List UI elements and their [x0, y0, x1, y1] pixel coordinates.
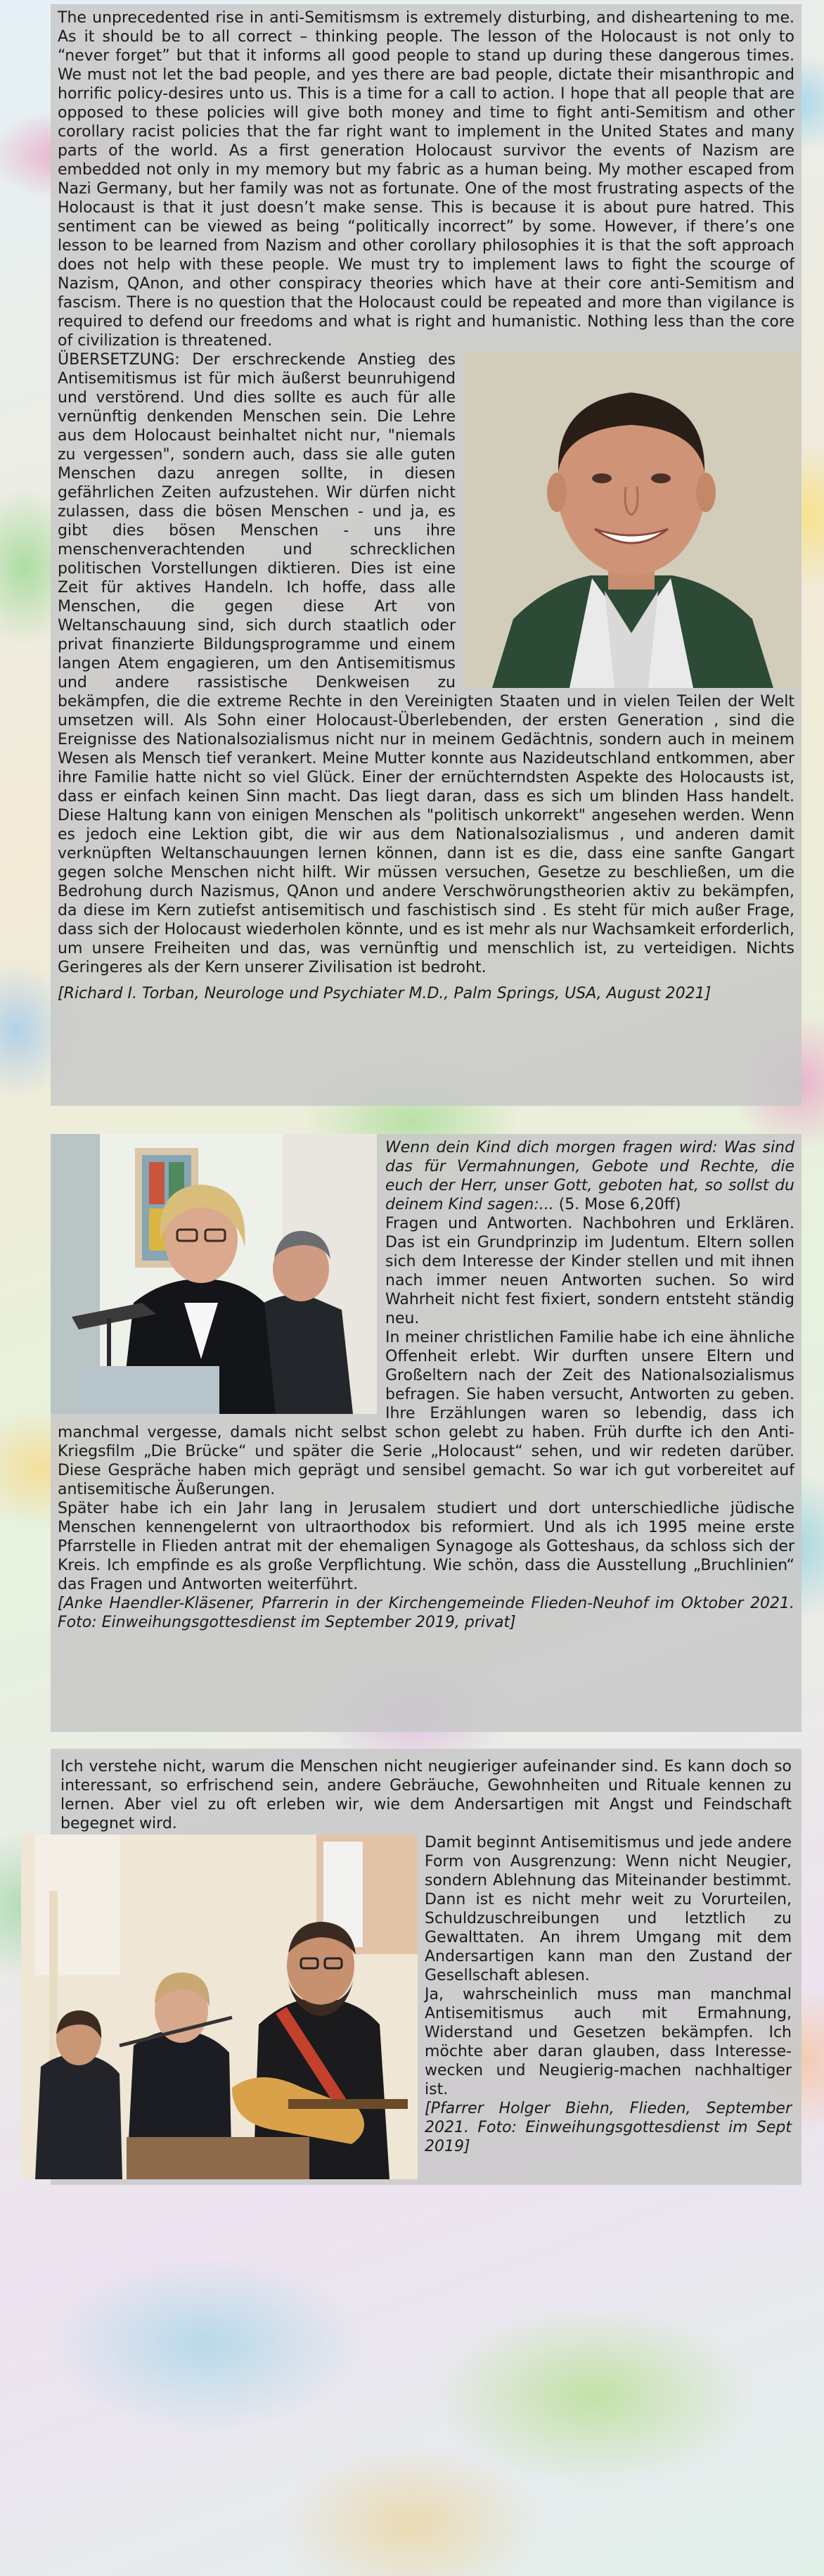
biehn-paragraph-3: Ja, wahrscheinlich muss man manchmal Antisemitismus auch mit Ermahnung, Widerstand und Gesetzen bekämpfen. Ich möchte aber daran glauben, dass Interesse-wecken und Neugierig-machen nachhaltiger ist.	[425, 1986, 792, 2098]
torban-signature: [Richard I. Torban, Neurologe und Psychiater M.D., Palm Springs, USA, August 2021]	[58, 985, 712, 1002]
english-statement: The unprecedented rise in anti-Semitismsm is extremely disturbing, and disheartening to me. As it should be to all correct – thinking people. The lesson of the Holocaust is not only to “never forget” but that it informs all good people to stand up during these dangerous times. We must not let the bad people, and yes there are bad people, dictate their misanthropic and horrific policy-desires unto us. This is a time for a call to action. I hope that all people that are opposed to these policies will give both money and time to fight anti-Semitism and other corollary racist policies that the far right want to implement in the United States and many parts of the world. As a first generation Holocaust survivor the events of Nazism are embedded not only in my memory but my fabric as a human being. My mother escaped from Nazi Germany, but her family was not as fortunate. One of the most frustrating aspects of the Holocaust is that it just doesn’t make sense. This is because it is about pure hatred. This sentiment can be viewed as being “politically incorrect” by some. However, if there’s one lesson to be learned from Nazism and other corollary philosophies it is that the soft approach does not help with these people. We must try to implement laws to fight the scourge of Nazism, QAnon, and other conspiracy theories which have at their core anti-Semitism and fascism. There is no question that the Holocaust could be repeated and more than vigilance is required to defend our freedoms and what is right and humanistic. Nothing less than the core of civilization is threatened.	[58, 9, 794, 350]
haendler-panel	[51, 1134, 802, 1732]
biehn-paragraph-1: Ich verstehe nicht, warum die Menschen nicht neugieriger aufeinander sind. Es kann doch so interessant, so erfrischend sein, andere Gebräuche, Gewohnheiten und Rituale kennen zu lernen. Aber viel zu oft erleben wir, wie dem Andersartigen mit Angst und Feindschaft begegnet wird.	[60, 1758, 792, 1832]
haendler-paragraph-3: Später habe ich ein Jahr lang in Jerusalem studiert und dort unterschiedliche jüdische Menschen kennengelernt von ultraorthodox bis reformiert. Und als ich 1995 meine erste Pfarrstelle in Flieden antrat mit der ehemaligen Synagoge als Gotteshaus, da schloss sich der Kreis. Ich empfinde es als große Verpflichtung. Wie schön, dass die Ausstellung „Bruchlinien“ das Fragen und Antworten weiterführt.	[58, 1500, 794, 1593]
german-translation: ÜBERSETZUNG: Der erschreckende Anstieg des Antisemitismus ist für mich äußerst beunruhigend und verstörend. Und dies sollte es auch für alle vernünftig denkenden Menschen sein. Die Lehre aus dem Holocaust beinhaltet nicht nur, "niemals zu vergessen", sondern auch, dass sie alle guten Menschen dazu anregen sollte, in diesen gefährlichen Zeiten aufzustehen. Wir dürfen nicht zulassen, dass die bösen Menschen - und ja, es gibt dies bösen Menschen - uns ihre menschenverachtenden und schrecklichen politischen Vorstellungen diktieren. Dies ist eine Zeit für aktives Handeln. Ich hoffe, dass alle Menschen, die gegen diese Art von Weltanschauung sind, sich durch staatlich oder privat finanzierte Bildungsprogramme und einem langen Atem engagieren, um den Antisemitismus und andere rassistische Denkweisen zu bekämpfen, die die extreme Rechte in den Vereinigten Staaten und in vielen Teilen der Welt umsetzen will. Als Sohn einer Holocaust-Überlebenden, der ersten Generation , sind die Ereignisse des Nationalsozialismus nicht nur in meinem Gedächtnis, sondern auch in meinem Wesen als Mensch tief verankert. Meine Mutter konnte aus Nazideutschland entkommen, aber ihre Familie hatte nicht so viel Glück. Einer der ernüchterndsten Aspekte des Holocausts ist, dass er einfach keinen Sinn macht. Das liegt daran, dass es sich um blinden Hass handelt. Diese Haltung kann von einigen Menschen als "politisch unkorrekt" angesehen werden. Wenn es jedoch eine Lektion gibt, die wir aus dem Nationalsozialismus , und anderen damit verknüpften Weltanschauungen lernen können, dann ist es die, dass eine sanfte Gangart gegen solche Menschen nicht hilft. Wir müssen versuchen, Gesetze zu beschließen, um die Bedrohung durch Nazismus, QAnon und andere Verschwörungstheorien aktiv zu bekämpfen, da diese im Kern zutiefst antisemitisch und faschistisch sind . Es steht für mich außer Frage, dass sich der Holocaust wiederholen könnte, und es ist mehr als nur Wachsamkeit erforderlich, um unsere Freiheiten und das, was vernünftig und menschlich ist, zu verteidigen. Nichts Geringeres als der Kern unserer Zivilisation ist bedroht.	[58, 351, 794, 976]
biehn-signature: [Pfarrer Holger Biehn, Flieden, September 2021. Foto: Einweihungsgottesdienst im Sept 2019]	[425, 2100, 792, 2155]
haendler-paragraph-1: Fragen und Antworten. Nachbohren und Erklären. Das ist ein Grundprinzip im Judentum. Eltern sollen sich dem Interesse der Kinder stellen und mit ihnen nach immer neuen Antworten suchen. So wird Wahrheit nicht fest fixiert, sondern entsteht ständig neu.	[385, 1215, 794, 1327]
torban-panel	[51, 4, 802, 1106]
haendler-signature: [Anke Haendler-Kläsener, Pfarrerin in der Kirchengemeinde Flieden-Neuhof im Oktober 2021. Foto: Einweihungsgottesdienst im September 2019, privat]	[58, 1595, 794, 1631]
haendler-paragraph-2: In meiner christlichen Familie habe ich eine ähnliche Offenheit erlebt. Wir durften unsere Eltern und Großeltern nach der Zeit des Nationalsozialismus befragen. Sie haben versucht, Antworten zu geben. Ihre Erzählungen waren so lebendig, dass ich manchmal vergesse, damals nicht selbst schon gelebt zu haben. Früh durfte ich den Anti-Kriegsfilm „Die Brücke“ und später die Serie „Holocaust“ sehen, und wir redeten darüber. Diese Gespräche haben mich geprägt und sensibel gemacht. So war ich gut vorbereitet auf antisemitische Äußerungen.	[58, 1329, 794, 1498]
biehn-panel	[51, 1749, 802, 2185]
haendler-photo	[51, 1134, 377, 1414]
bible-quote-text: Wenn dein Kind dich morgen fragen wird: Was sind das für Vermahnungen, Gebote und Rechte, die euch der Herr, unser Gott, geboten hat, so sollst du deinem Kind sagen:...	[385, 1139, 794, 1213]
bible-quote-reference: (5. Mose 6,20ff)	[553, 1196, 681, 1213]
biehn-photo	[21, 1835, 418, 2179]
biehn-paragraph-2: Damit beginnt Antisemitismus und jede andere Form von Ausgrenzung: Wenn nicht Neugier, sondern Ablehnung das Miteinander bestimmt. Dann ist es nicht mehr weit zu Vorurteilen, Schuldzuschreibungen und letztlich zu Gewalttaten. An ihrem Umgang mit dem Andersartigen kann man den Zustand der Gesellschaft ablesen.	[425, 1834, 792, 1984]
torban-portrait	[464, 352, 799, 688]
